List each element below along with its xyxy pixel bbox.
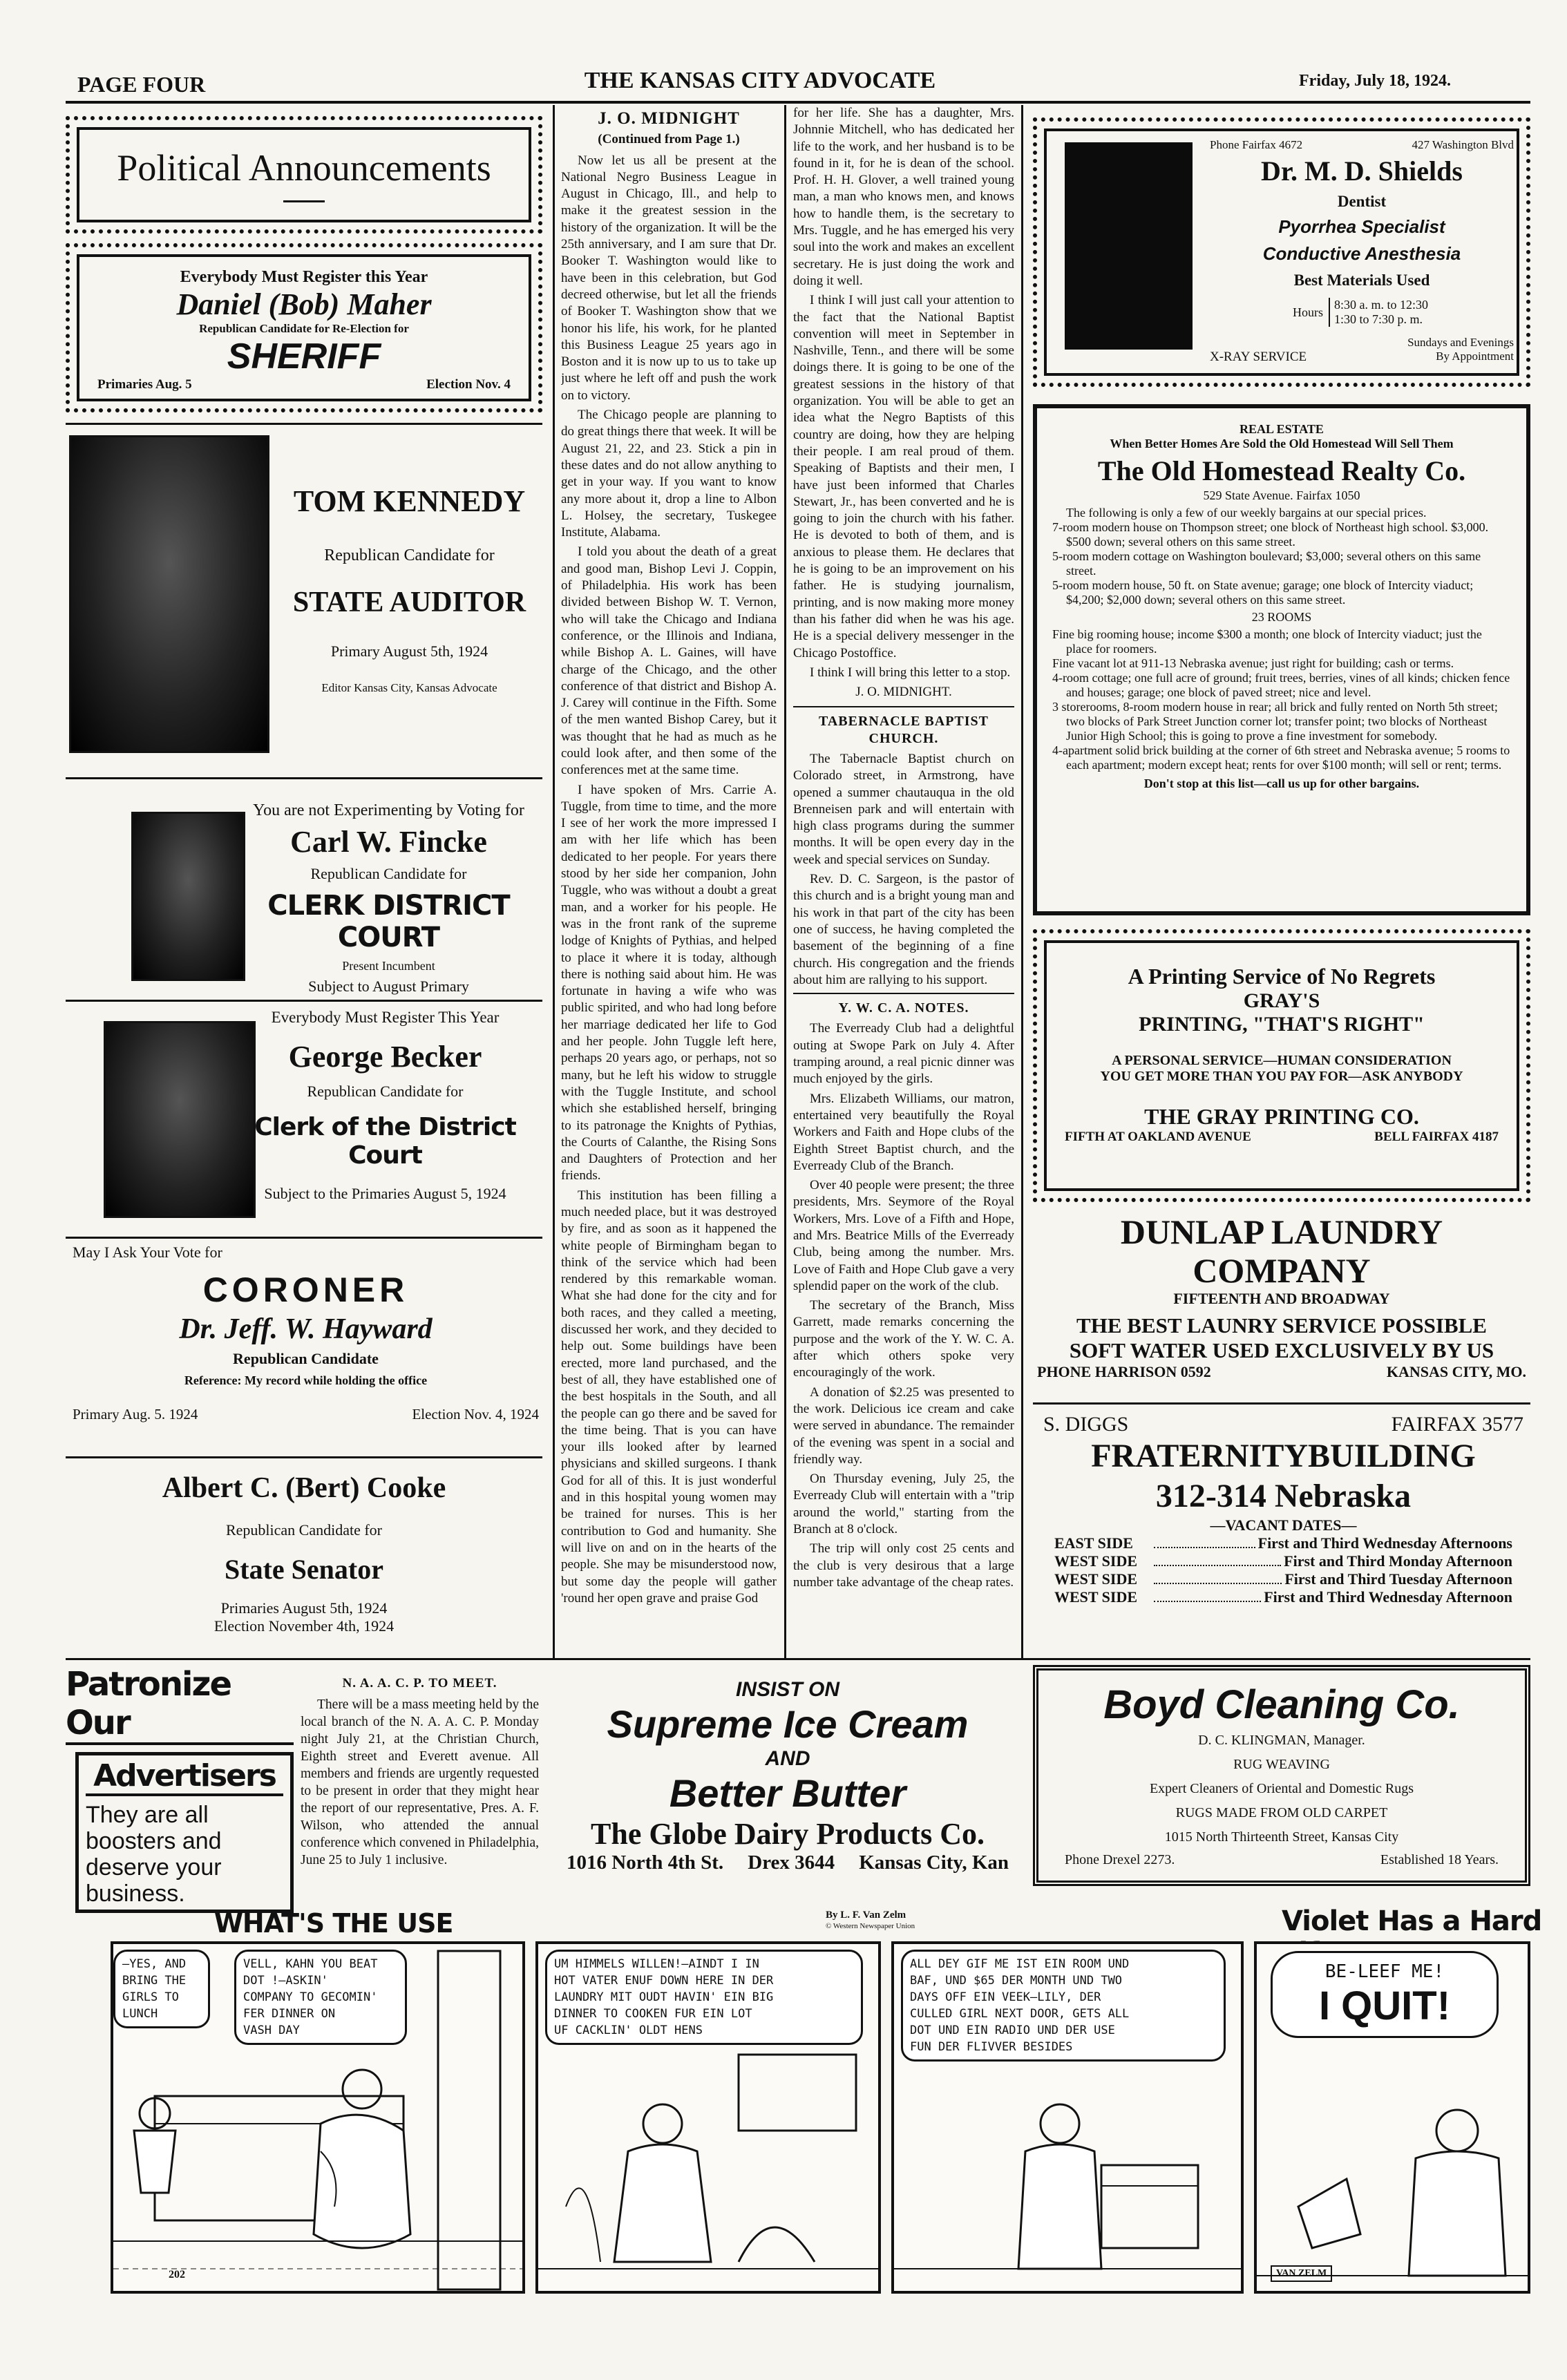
masthead-rule: [66, 101, 1530, 104]
newspaper-name: THE KANSAS CITY ADVOCATE: [584, 68, 936, 93]
political-announcements-banner: [66, 116, 542, 234]
election-date: Election Nov. 4: [426, 377, 511, 392]
primary-date: Primary Aug. 5. 1924: [73, 1406, 198, 1422]
specialty: Conductive Anesthesia: [1262, 243, 1461, 264]
bubble-line: VASH DAY: [243, 2024, 300, 2037]
comic-copyright: © Western Newspaper Union: [826, 1922, 915, 1930]
bubble-line: DINNER TO COOKEN FUR EIN LOT: [554, 2007, 752, 2021]
realty-ad: [1033, 404, 1530, 915]
listing: Fine vacant lot at 911-13 Nebraska avenue; just right for building; cash or terms.: [1052, 656, 1454, 670]
divider: [66, 423, 542, 425]
article-paragraph: The secretary of the Branch, Miss Garrett, made remarks concerning the purpose and the work of the Y. W. C. A. after which others spoke very encouragingly of the work.: [793, 1298, 1014, 1380]
article-paragraph: The Tabernacle Baptist church on Colorado street, in Armstrong, have opened a summer chautauqua in the old Brenneisen park and will entertain with high class programs during the summer months. It will be open every day in the week and special services on Sunday.: [793, 751, 1014, 867]
address: FIFTH AT OAKLAND AVENUE: [1065, 1130, 1251, 1144]
comic-panel-2: [535, 1941, 881, 2294]
article-paragraph: for her life. She has a daughter, Mrs. Johnnie Mitchell, who has dedicated her life to the work, and her husband is to be found in it, for he is dean of the school. Prof. H. H. Glover, a well trained young man, a man who knows men, and knows how to handle them, is the secretary to Mrs. Tuggle, and he has emerged his very soul into the work and makes an excellent secretary. He is just doing the work and doing it well.: [793, 106, 1014, 288]
service: RUG WEAVING: [1233, 1757, 1330, 1772]
candidate-note: Reference: My record while holding the office: [184, 1373, 428, 1387]
article-paragraph: Rev. D. C. Sargeon, is the pastor of this church and is a bright young man and his work in that part of the city has been one of success, he having completed the basement of the beginning of a fine church. His congregation and the friends about him are rallying to his support.: [793, 872, 1014, 987]
register-notice: Everybody Must Register This Year: [271, 1009, 500, 1026]
candidate-line: Republican Candidate: [233, 1350, 379, 1367]
comic-signature: VAN ZELM: [1271, 2265, 1332, 2282]
city: Kansas City, Kan: [859, 1851, 1009, 1874]
hours-note: By Appointment: [1436, 350, 1514, 363]
office-title: CLERK DISTRICT COURT: [267, 890, 510, 953]
comic-number: 202: [169, 2269, 185, 2281]
candidate-intro: You are not Experimenting by Voting for: [253, 801, 524, 819]
political-announcements-title: Political Announcements: [117, 147, 491, 189]
side-label: WEST SIDE: [1054, 1588, 1138, 1606]
listing: Fine big rooming house; income $300 a month; one block of Intercity viaduct; just the place for roomers.: [1052, 627, 1482, 656]
article-paragraph: Mrs. Elizabeth Williams, our matron, entertained very beautifully the Royal Workers and Faith and Hope clubs of the Eighth Street Baptist church, and the Everready Club of the Branch.: [793, 1091, 1014, 1173]
dunlap-laundry-ad: [1033, 1212, 1530, 1378]
candidate-line: Republican Candidate for: [310, 865, 467, 882]
slogan-line: boosters and: [86, 1828, 222, 1854]
bubble-line: BAF, UND $65 DER MONTH UND TWO: [910, 1974, 1123, 1988]
bubble-line: CULLED GIRL NEXT DOOR, GETS ALL: [910, 2007, 1130, 2021]
bubble-line: HOT VATER ENUF DOWN HERE IN DER: [554, 1974, 774, 1988]
product-name: Supreme Ice Cream: [607, 1702, 969, 1746]
slogan-line: business.: [86, 1881, 185, 1907]
proprietor: S. DIGGS: [1043, 1413, 1129, 1436]
listing: 4-apartment solid brick building at the corner of 6th street and Nebraska avenue; 5 rooms to each apartment; modern except heat; rents for over $100 month; will sell or rent; terms.: [1052, 743, 1510, 772]
bubble-line: BRING THE: [122, 1974, 187, 1988]
speech-bubble: [234, 1950, 407, 2045]
article-title: N. A. A. C. P. TO MEET.: [342, 1676, 497, 1691]
cooke-ad: [66, 1472, 542, 1635]
bubble-line: FER DINNER ON: [243, 2007, 336, 2021]
tagline: SOFT WATER USED EXCLUSIVELY BY US: [1069, 1338, 1494, 1362]
bubble-line: LAUNDRY MIT OUDT HAVIN' EIN BIG: [554, 1990, 774, 2004]
divider: [793, 706, 1014, 707]
divider: [66, 1456, 542, 1458]
maher-ad: [66, 243, 542, 412]
address: 1016 North 4th St.: [567, 1851, 724, 1874]
bubble-line: ALL DEY GIF ME IST EIN ROOM UND: [910, 1957, 1130, 1971]
tagline: YOU GET MORE THAN YOU PAY FOR—ASK ANYBODY: [1100, 1069, 1463, 1084]
divider: [1033, 1402, 1530, 1405]
article-paragraph: The Chicago people are planning to do great things there that week. It will be August 21, 22, and 23. Stick a pin in these dates and do not allow anything to get in your way. If you want to know any more about it, drop a line to Albon L. Holsey, the secretary, Tuskegee Institute, Alabama.: [561, 408, 777, 540]
bubble-line: COMPANY TO GECOMIN': [243, 1990, 378, 2004]
divider: [66, 777, 542, 779]
product-name: Better Butter: [669, 1771, 906, 1815]
article-paragraph: I think I will bring this letter to a stop.: [810, 665, 1011, 680]
office-title: Clerk of the District Court: [254, 1113, 516, 1170]
service: Expert Cleaners of Oriental and Domestic Rugs: [1149, 1781, 1414, 1796]
date-label: First and Third Tuesday Afternoon: [1284, 1570, 1512, 1588]
article-paragraph: I think I will just call your attention to the fact that the National Baptist convention will meet in September in Nashville, Tenn., and there will be some doings there. It is going to be one of the greatest sessions in the history of that organization. You will be able to get an idea what the Negro Baptists of this country are doing, how they are helping their people. I am real proud of them. Speaking of Baptists and their men, I have just been informed that Charles Stewart, Jr., has been converted and he is going to join the church with his father. He is devoted to both of them, and is anxious to please them. He declares that he is going to be an improvement on his father. He is studying journalism, printing, and is now making more money than his father did when he was his age. He is a special delivery messenger in the Chicago Postoffice.: [793, 293, 1014, 660]
becker-ad: [228, 1009, 542, 1203]
listing: 7-room modern house on Thompson street; one block of Northeast high school. $3,000. $500 down; several others on this same street.: [1052, 520, 1489, 549]
primary-date: Primaries August 5th, 1924: [220, 1599, 388, 1617]
address: 1015 North Thirteenth Street, Kansas City: [1164, 1829, 1399, 1845]
call-to-action: Don't stop at this list—call us up for other bargains.: [1143, 777, 1420, 790]
address: KANSAS CITY, MO.: [1386, 1363, 1526, 1380]
headline: Advertisers: [86, 1758, 283, 1796]
established: Established 18 Years.: [1380, 1852, 1499, 1867]
candidate-name: Daniel (Bob) Maher: [176, 287, 432, 321]
divider: [66, 1658, 1530, 1660]
tagline: A Printing Service of No Regrets: [1128, 964, 1436, 989]
primary-date: Subject to August Primary: [308, 978, 469, 995]
article-paragraph: I told you about the death of a great and good man, Bishop Levi J. Coppin, of Philadelphia. His work has been divided between Bishop W. T. Vernon, who will take the Chicago and Indiana conference, or the Illinois and Indiana, while Bishop A. L. Gaines, will have charge of the Chicago, and the other conference of that district and Bishop A. J. Carey will continue in the Fifth. Some of the men wanted Bishop Carey, but it was thought that he had as much as he could look after, and then some of the conferences met at the same time.: [561, 544, 777, 778]
business-name: THE GRAY PRINTING CO.: [1144, 1104, 1419, 1129]
fincke-portrait: [131, 812, 245, 981]
speech-bubble: [545, 1950, 863, 2045]
tagline: A PERSONAL SERVICE—HUMAN CONSIDERATION: [1112, 1053, 1452, 1068]
hours-afternoon: 1:30 to 7:30 p. m.: [1334, 312, 1423, 326]
bubble-line: BE-LEEF ME!: [1324, 1961, 1445, 1982]
bubble-line: UF CACKLIN' OLDT HENS: [554, 2024, 703, 2037]
date-label: First and Third Monday Afternoon: [1284, 1552, 1512, 1570]
bubble-line: I QUIT!: [1318, 1983, 1451, 2028]
list-item: [1054, 1552, 1512, 1570]
shields-photo: [1065, 142, 1193, 350]
election-date: Election Nov. 4, 1924: [412, 1406, 539, 1422]
gray-printing-ad: [1033, 929, 1530, 1202]
fincke-ad: [235, 801, 542, 996]
conjunction: AND: [765, 1747, 810, 1770]
bubble-line: FUN DER FLIVVER BESIDES: [910, 2040, 1073, 2054]
candidate-line: Republican Candidate for: [307, 1083, 464, 1100]
article-paragraph: The Everready Club had a delightful outing at Swope Park on July 4. After tramping around, a real picnic dinner was much enjoyed by the girls.: [793, 1021, 1014, 1087]
register-notice: Everybody Must Register this Year: [180, 268, 428, 286]
office-title: STATE AUDITOR: [292, 587, 526, 618]
fraternity-building-ad: [1043, 1413, 1523, 1606]
phone-number: Phone Fairfax 4672: [1210, 138, 1303, 151]
divider: [793, 993, 1014, 994]
section-label: —VACANT DATES—: [1210, 1516, 1357, 1534]
candidate-note: Present Incumbent: [342, 959, 435, 973]
address: FIFTEENTH AND BROADWAY: [1173, 1290, 1390, 1307]
kennedy-portrait: [69, 435, 269, 753]
profession: Dentist: [1337, 193, 1387, 210]
candidate-name: Carl W. Fincke: [290, 825, 487, 859]
article-paragraph: On Thursday evening, July 25, the Everready Club will entertain with a "trip around the world," starting from the Branch at 8 o'clock.: [793, 1472, 1014, 1537]
comic-panel-3: [891, 1941, 1244, 2294]
naacp-article: [301, 1672, 539, 1879]
office-title: State Senator: [225, 1554, 383, 1585]
article-title: TABERNACLE BAPTIST CHURCH.: [818, 714, 989, 746]
comic-byline: By L. F. Van Zelm: [826, 1910, 906, 1921]
bubble-line: VELL, KAHN YOU BEAT: [243, 1957, 378, 1971]
bubble-line: LUNCH: [122, 2007, 158, 2021]
business-name: GRAY'S: [1243, 989, 1320, 1012]
speech-bubble: [901, 1950, 1226, 2062]
headline: Patronize Our: [66, 1665, 294, 1745]
manager: D. C. KLINGMAN, Manager.: [1198, 1733, 1365, 1748]
bubble-line: UM HIMMELS WILLEN!—AINDT I IN: [554, 1957, 759, 1971]
office-title: SHERIFF: [227, 336, 381, 377]
address: 312-314 Nebraska: [1155, 1478, 1412, 1514]
article-paragraph: A donation of $2.25 was presented to the work. Delicious ice cream and cake were served in abundance. The remainder of the evening was spent in a social and friendly way.: [793, 1384, 1014, 1467]
specialty: Pyorrhea Specialist: [1278, 216, 1445, 237]
phone-number: BELL FAIRFAX 4187: [1374, 1130, 1499, 1144]
tagline: Best Materials Used: [1293, 272, 1430, 289]
article-paragraph: Now let us all be present at the National Negro Business League in August in Chicago, Ill., and help to make it the greatest session in the history of the organization. It will be the 25th anniversary, and I am sure that Dr. Booker T. Washington would like to have been in this celebration, but God decreed otherwise, but let all the friends of Booker T. Washington show that we honor his life, his work, for he planted this Business League 25 years ago in Boston and it is now up to us to take up just where he left off and push the work on to victory.: [561, 153, 777, 403]
list-item: [1054, 1534, 1512, 1552]
comic-panel-4: [1254, 1941, 1530, 2294]
article-paragraph: Over 40 people were present; the three presidents, Mrs. Seymore of the Royal Workers, Mrs. Love of a Fifth and Hope, and Mrs. Beatrice Mills of the Everready Club, being among the number. Mrs. Love of Faith and Hope Club gave a very splendid paper on the work of the club.: [793, 1178, 1014, 1293]
hours-label: Hours: [1293, 305, 1323, 319]
column-rule: [1021, 105, 1023, 1659]
candidate-name: TOM KENNEDY: [293, 484, 526, 518]
article-paragraph: The trip will only cost 25 cents and the club is very desirous that a large number take advantage of the cheap rates.: [793, 1541, 1014, 1590]
election-date: Election November 4th, 1924: [213, 1617, 395, 1635]
phone-number: Drex 3644: [748, 1851, 835, 1874]
side-label: WEST SIDE: [1054, 1570, 1138, 1588]
article-continuation: (Continued from Page 1.): [598, 132, 740, 147]
primary-date: Primaries Aug. 5: [97, 377, 192, 392]
phone-number: PHONE HARRISON 0592: [1037, 1363, 1211, 1380]
business-name: The Old Homestead Realty Co.: [1097, 455, 1466, 486]
listing: The following is only a few of our weekly bargains at our special prices.: [1066, 506, 1427, 520]
list-item: [1054, 1588, 1512, 1606]
business-name: Dr. M. D. Shields: [1261, 155, 1463, 187]
bubble-line: GIRLS TO: [122, 1990, 179, 2004]
address: 427 Washington Blvd: [1412, 138, 1514, 151]
candidate-name: Dr. Jeff. W. Hayward: [179, 1313, 433, 1345]
column-rule: [553, 105, 555, 1659]
candidate-line: Republican Candidate for: [225, 1521, 383, 1539]
candidate-note: Editor Kansas City, Kansas Advocate: [321, 681, 497, 694]
tagline: PRINTING, "THAT'S RIGHT": [1139, 1013, 1425, 1036]
article-paragraph: This institution has been filling a much needed place, but it was destroyed by fire, and as soon as it happened the white people of Birmingham began to think of the service which had been rendered by this remarkable woman. What she had done for the city and for both races, and they called a meeting, discussed her work, and they decided to help out. Some buildings have been erected, more land purchased, and the best of all, they have established one of the best hospitals in the South, and all the people can go there and be saved for the time being. That is you can have your ills looked after by learned physicians and skilled surgeons. I thank God for all of this. It is just wonderful and in this hospital young women may be trained for nurses. This is her contribution to God and humanity. She will live on and on in the hearts of the people. She may be misunderstood now, but some day the people will gather 'round her open grave and praise God: [561, 1188, 777, 1606]
date-label: First and Third Wednesday Afternoons: [1257, 1534, 1512, 1552]
column-rule: [784, 105, 786, 1659]
service-note: X-RAY SERVICE: [1210, 350, 1307, 364]
comic-title: WHAT'S THE USE: [214, 1908, 453, 1939]
vacant-dates-list: [1043, 1534, 1523, 1606]
article-title: Y. W. C. A. NOTES.: [838, 1000, 969, 1016]
primary-date: Primary August 5th, 1924: [330, 642, 488, 660]
divider: [283, 200, 325, 202]
hours-note: Sundays and Evenings: [1407, 336, 1514, 349]
business-name: FRATERNITYBUILDING: [1091, 1438, 1476, 1474]
patronize-ad: [66, 1665, 294, 1907]
bubble-line: —YES, AND: [122, 1957, 187, 1971]
listing: 4-room cottage; one full acre of ground; fruit trees, berries, vines of all kinds; chicken fence and houses; garage; one block of paved street; nice and level.: [1052, 671, 1510, 699]
speech-bubble: [1271, 1951, 1499, 2038]
phone-number: FAIRFAX 3577: [1391, 1413, 1523, 1436]
business-name: DUNLAP LAUNDRY: [1120, 1212, 1443, 1251]
section-label: REAL ESTATE: [1240, 422, 1324, 436]
business-name: COMPANY: [1193, 1251, 1371, 1290]
midnight-column: [561, 105, 777, 1656]
issue-date: Friday, July 18, 1924.: [1299, 72, 1452, 90]
business-name: Boyd Cleaning Co.: [1103, 1682, 1460, 1727]
office-title: CORONER: [202, 1270, 409, 1309]
page-number: PAGE FOUR: [77, 72, 206, 97]
divider: [66, 1000, 542, 1002]
globe-dairy-ad: [553, 1668, 1023, 1896]
date-label: First and Third Wednesday Afternoon: [1264, 1588, 1512, 1606]
phone-number: Phone Drexel 2273.: [1065, 1852, 1175, 1867]
shields-ad: [1033, 117, 1530, 387]
article-paragraph: I have spoken of Mrs. Carrie A. Tuggle, from time to time, and the more I see of her work the more impressed I am with her life which has been dedicated to her people. For years there stood by her side her companion, John Tuggle, who was without a doubt a great man, and a worker for his people. He was in the front rank of the supreme lodge of Knights of Pythias, and helped to place it where it is today, although there is nothing said about him. He was fortunate in having a wife who was public spirited, and who had long before her marriage dedicated her life to God and her people. John Tuggle left here, perhaps 20 years ago, or perhaps, not so many, but he left his widow to struggle with the Tuggle Institute, and school which she established herself, bringing to its patronage the Knights of Pythias, the Courts of Calanthe, the Rising Sons and Daughters of Protection and her friends.: [561, 782, 777, 1183]
candidate-intro: May I Ask Your Vote for: [73, 1244, 222, 1261]
side-label: WEST SIDE: [1054, 1552, 1138, 1570]
primary-date: Subject to the Primaries August 5, 1924: [264, 1185, 506, 1202]
comic-panel-1: [111, 1941, 525, 2294]
article-signature: J. O. MIDNIGHT.: [855, 685, 952, 700]
tagline: INSIST ON: [735, 1678, 839, 1701]
tagline: THE BEST LAUNRY SERVICE POSSIBLE: [1076, 1313, 1487, 1337]
bubble-line: DOT UND EIN RADIO UND DER USE: [910, 2024, 1115, 2037]
candidate-line: Republican Candidate for Re-Election for: [199, 322, 409, 335]
listing: 5-room modern house, 50 ft. on State avenue; garage; one block of Intercity viaduct; $4,200; $2,000 down; several others on this same street.: [1052, 578, 1474, 607]
comic-subtitle: Violet Has a Hard: [1282, 1905, 1542, 1937]
bubble-line: DAYS OFF EIN VEEK—LILY, DER: [910, 1990, 1101, 2004]
speech-bubble: [113, 1950, 210, 2028]
hayward-ad: [69, 1244, 542, 1423]
column-three: [793, 105, 1014, 1656]
business-name: The Globe Dairy Products Co.: [591, 1817, 985, 1851]
slogan-line: deserve your: [86, 1854, 222, 1881]
service: RUGS MADE FROM OLD CARPET: [1175, 1805, 1388, 1820]
listing: 5-room modern cottage on Washington boulevard; $3,000; several others on this same street.: [1052, 549, 1481, 578]
article-title: J. O. MIDNIGHT: [598, 109, 740, 128]
address: 529 State Avenue. Fairfax 1050: [1203, 488, 1360, 502]
boyd-cleaning-ad: [1033, 1665, 1530, 1886]
bubble-line: DOT !—ASKIN': [243, 1974, 328, 1988]
candidate-name: George Becker: [288, 1040, 482, 1074]
divider: [66, 1237, 542, 1239]
list-item: [1054, 1570, 1512, 1588]
candidate-line: Republican Candidate for: [324, 546, 495, 564]
listing: 3 storerooms, 8-room modern house in rear; all brick and fully rented on North 5th street; two blocks of Park Street Junction corner lot; transfer point; two blocks of Northeast Junior High School; this is going to prove a fine investment for somebody.: [1052, 700, 1498, 743]
slogan-line: They are all: [86, 1802, 209, 1828]
tagline: When Better Homes Are Sold the Old Homestead Will Sell Them: [1110, 437, 1454, 450]
side-label: EAST SIDE: [1054, 1534, 1133, 1552]
section-label: 23 ROOMS: [1251, 610, 1312, 624]
kennedy-ad: [276, 484, 542, 695]
article-paragraph: There will be a mass meeting held by the local branch of the N. A. A. C. P. Monday night July 21, at the Christian Church, Eighth street and Everett avenue. All members and friends are urgently requested to be present in order that they might hear the report of our representative, Pres. A. F. Wilson, who attended the annual conference which convened in Philadelphia, June 25 to July 1 inclusive.: [301, 1697, 539, 1867]
hours-morning: 8:30 a. m. to 12:30: [1334, 298, 1428, 312]
candidate-name: Albert C. (Bert) Cooke: [162, 1472, 446, 1504]
